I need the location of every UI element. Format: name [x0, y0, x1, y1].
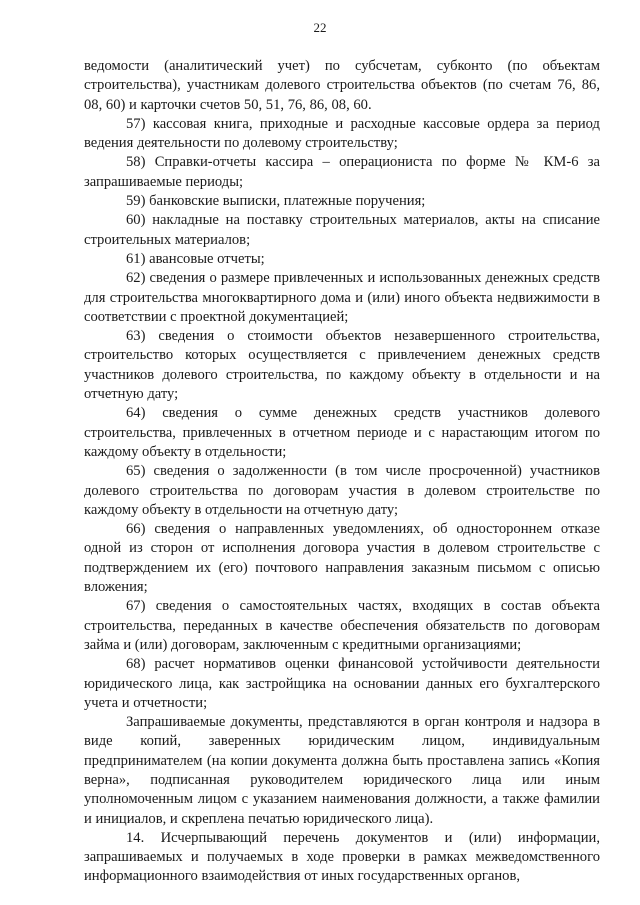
paragraph-item-59: 59) банковские выписки, платежные поручения;: [126, 193, 426, 210]
paragraph-item-58: 58) Справки-отчеты кассира – операциониста по форме № КМ-6 за запрашиваемые периоды;: [84, 154, 600, 190]
paragraph-item-57: 57) кассовая книга, приходные и расходные кассовые ордера за период ведения деятельности по долевому строительству;: [84, 115, 600, 152]
paragraph-item-63: 63) сведения о стоимости объектов незавершенного строительства, строительство которых осуществляется с привлечением денежных средств участников долевого строительства, по каждому объекту в отдельности и на отчетную дату;: [84, 328, 600, 403]
paragraph-item-66: 66) сведения о направленных уведомлениях, об одностороннем отказе одной из сторон от исполнения договора участия в долевом строительстве с подтверждением их (его) почтового направления заказным письмом с описью вложения;: [84, 521, 600, 596]
paragraph-item-65: 65) сведения о задолженности (в том числе просроченной) участников долевого строительства по договорам участия в долевом строительстве по каждому объекту в отдельности на отчетную дату;: [84, 463, 600, 518]
paragraph-ledger-continuation: ведомости (аналитический учет) по субсчетам, субконто (по объектам строительства), участникам долевого строительства объектов (по счетам 76, 86, 08, 60) и карточки счетов 50, 51, 76, 86, 08, 60.: [84, 58, 600, 113]
document-body: [84, 57, 600, 887]
paragraph-item-64: 64) сведения о сумме денежных средств участников долевого строительства, привлеченных в отчетном периоде и с нарастающим итогом по каждому объекту в отдельности;: [84, 405, 600, 460]
paragraph-requested-documents: Запрашиваемые документы, представляются в орган контроля и надзора в виде копий, заверенных юридическим лицом, индивидуальным предпринимателем (на копии документа должна быть проставлена запись «Копия верна», подписанная руководителем юридического лица или иным уполномоченным лицом с указанием наименования должности, а также фамилии и инициалов, и скреплена печатью юридического лица).: [84, 714, 600, 827]
paragraph-item-62: 62) сведения о размере привлеченных и использованных денежных средств для строительства многоквартирного дома и (или) иного объекта недвижимости в соответствии с проектной документацией;: [84, 270, 600, 325]
paragraph-item-68: 68) расчет нормативов оценки финансовой устойчивости деятельности юридического лица, как застройщика на основании данных его бухгалтерского учета и отчетности;: [84, 656, 600, 711]
page-number: 22: [313, 20, 327, 35]
paragraph-item-61: 61) авансовые отчеты;: [126, 250, 265, 267]
paragraph-item-60: 60) накладные на поставку строительных материалов, акты на списание строительных материалов;: [84, 212, 600, 248]
paragraph-section-14: 14. Исчерпывающий перечень документов и (или) информации, запрашиваемых и получаемых в ходе проверки в рамках межведомственного информационного взаимодействия от иных государственных органов,: [84, 829, 600, 885]
paragraph-item-67: 67) сведения о самостоятельных частях, входящих в состав объекта строительства, переданных в качестве обеспечения обязательств по договорам займа и (или) договорам, заключенным с кредитными организациями;: [84, 598, 600, 653]
